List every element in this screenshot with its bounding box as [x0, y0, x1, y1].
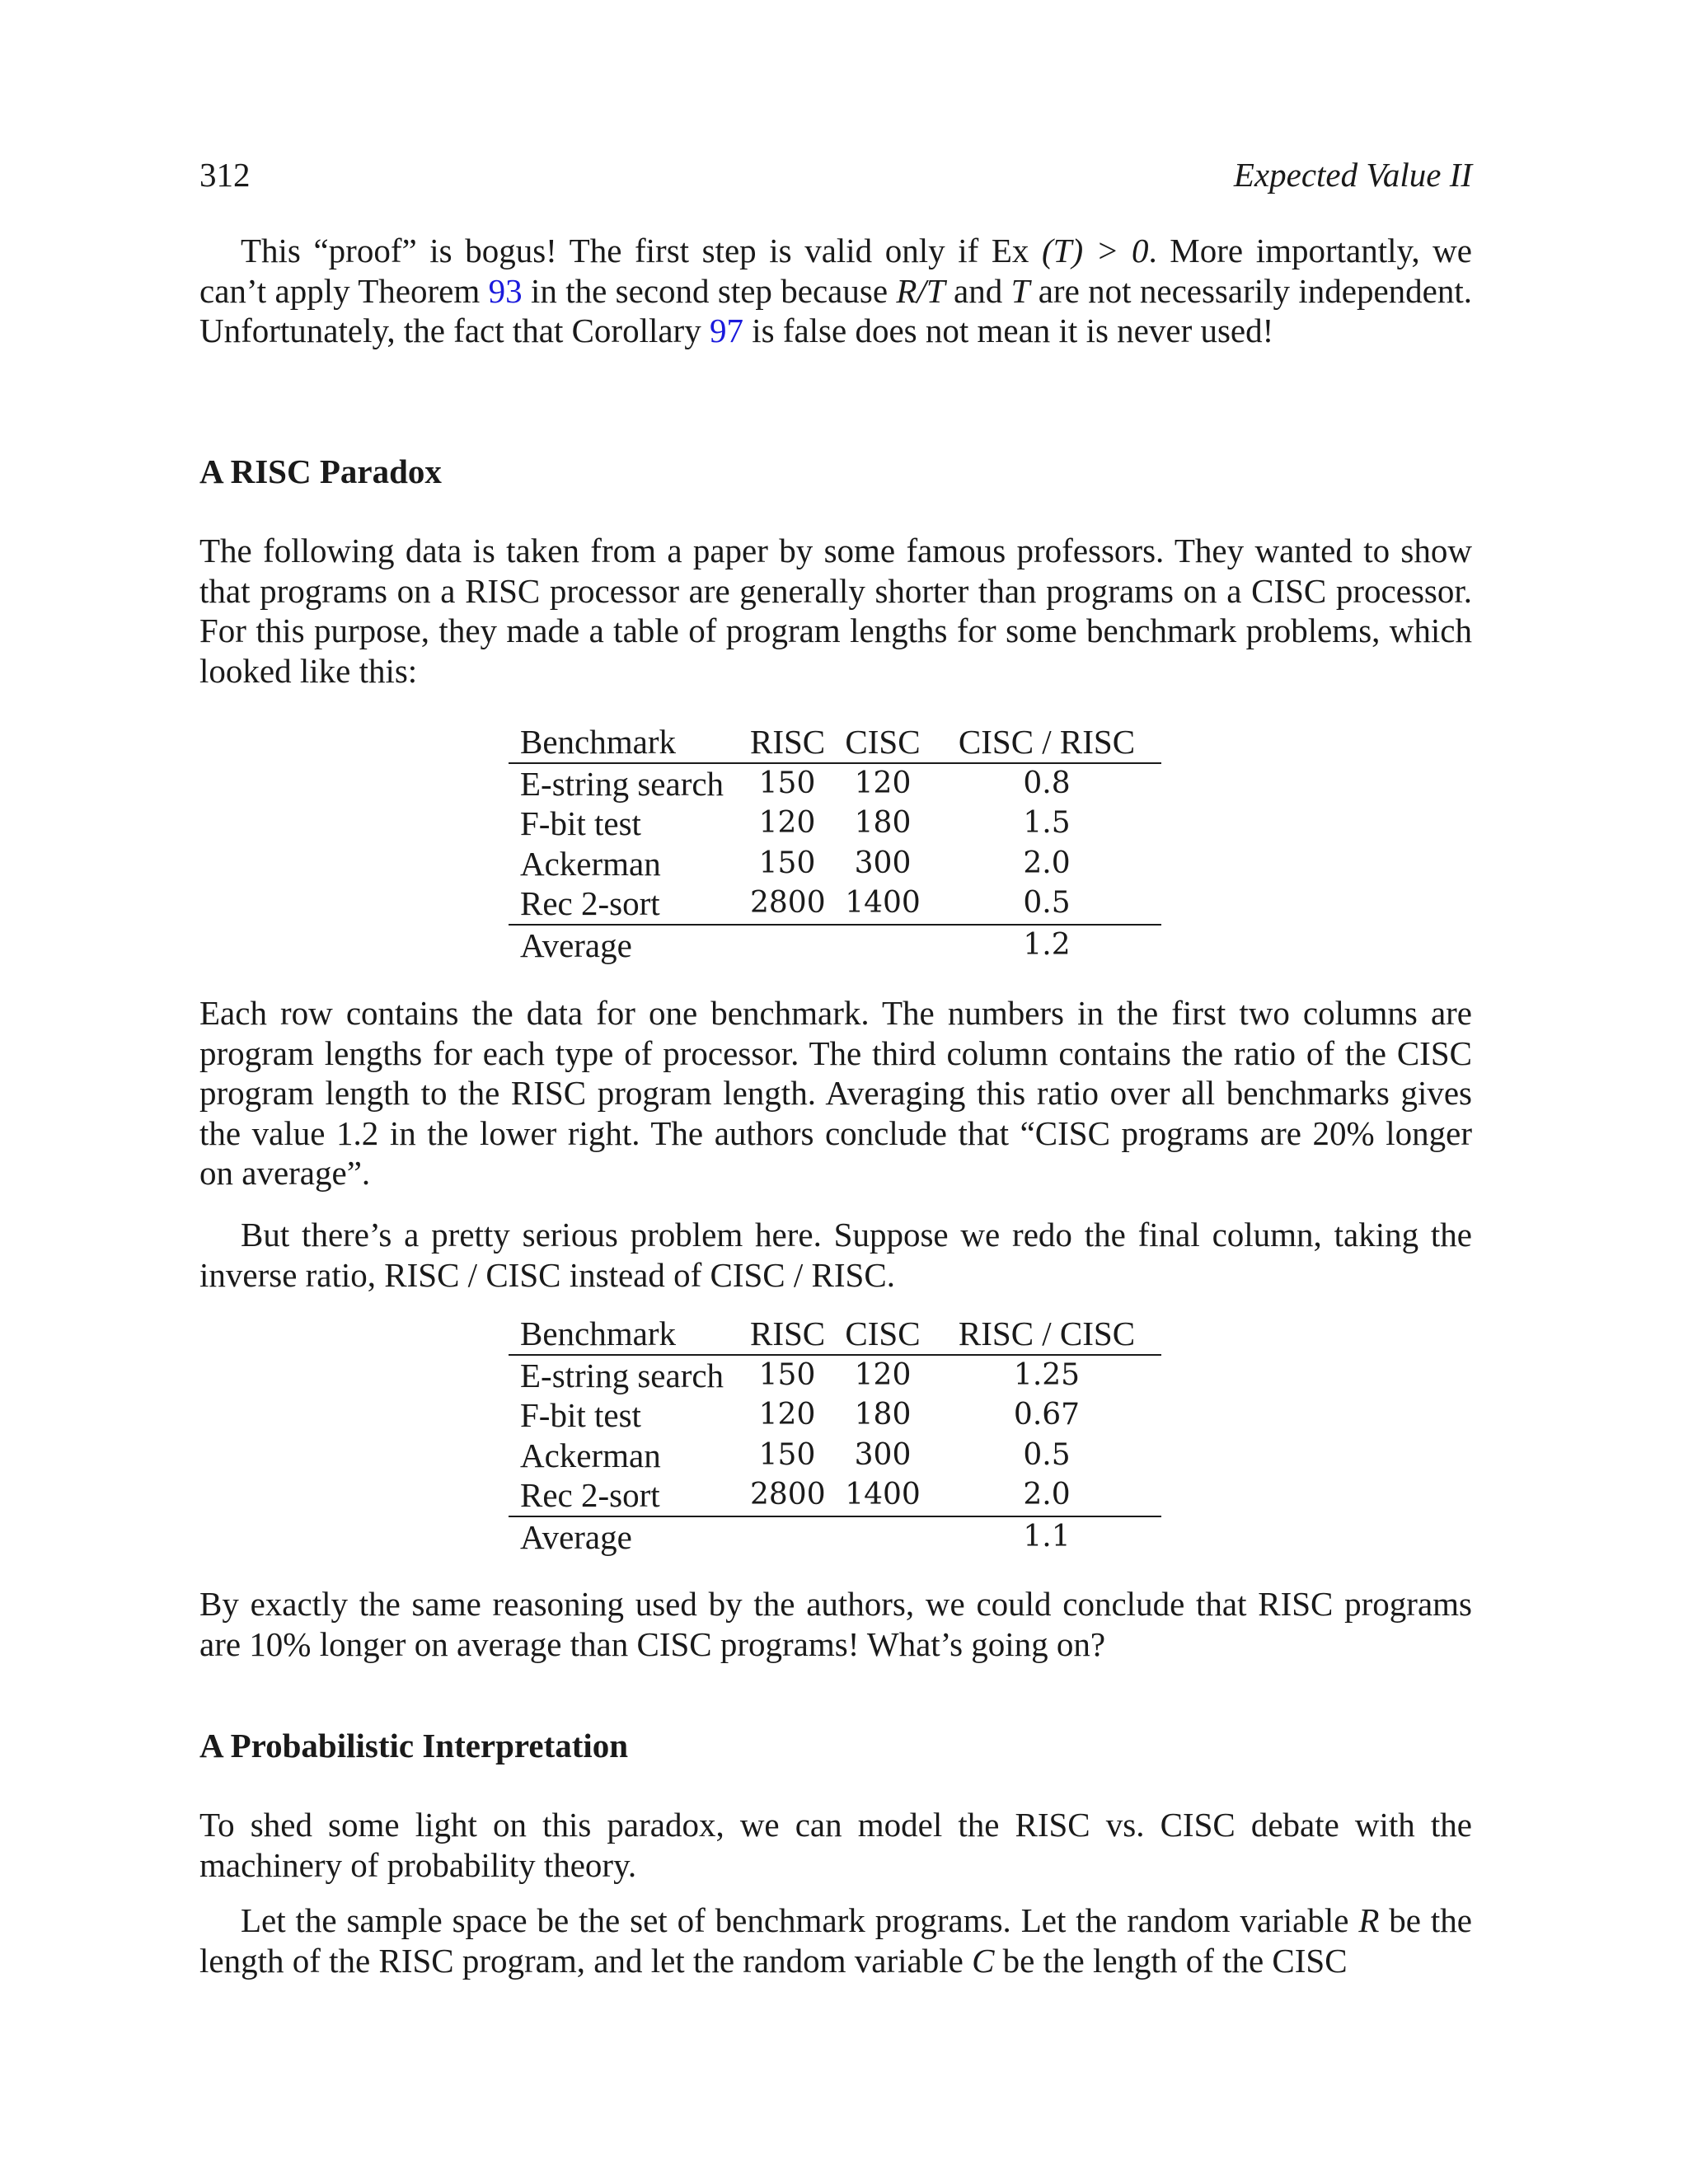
header-cell: RISC: [750, 1315, 826, 1352]
table-cell: 150: [758, 1357, 816, 1392]
table-cell: F-bit test: [520, 1396, 641, 1434]
table-cell: Average: [520, 926, 632, 964]
table-cell: 2.0: [1023, 1478, 1071, 1511]
table-header-row: [509, 1314, 1161, 1354]
paragraph-explanation: Each row contains the data for one benchmark. The numbers in the first two columns are program lengths for each type of processor. The third column contains the ratio of the CISC program length to the RISC program length. Averaging this ratio over all benchmarks gives the value 1.2 in the lower right. The authors conclude that “CISC programs are 20% longer on average”.: [199, 994, 1472, 1192]
section-heading-probabilistic: A Probabilistic Interpretation: [199, 1727, 629, 1765]
header-cell: CISC: [845, 1315, 921, 1352]
table-cell: 1.5: [1023, 806, 1071, 840]
paragraph-probabilistic-intro: To shed some light on this paradox, we can model the RISC vs. CISC debate with the machinery of probability theory.: [199, 1806, 1472, 1884]
table-header-row: [509, 722, 1161, 762]
table-cell: 1.1: [1023, 1519, 1071, 1554]
paragraph-sample-space: [199, 1900, 1472, 1980]
table-cell: Average: [520, 1517, 632, 1556]
math-r-over-t: R/T: [896, 271, 945, 310]
paragraph-problem: But there’s a pretty serious problem here. Suppose we redo the final column, taking the inverse ratio, RISC / CISC instead of CISC / RISC.: [199, 1216, 1472, 1294]
text-span: are not necessarily independent. Unfortunately, the fact that Corollary: [199, 271, 1473, 349]
table-cell: Ackerman: [520, 1436, 661, 1474]
table-row: [509, 764, 1161, 804]
table-row: [509, 804, 1161, 844]
table-row: [509, 1356, 1161, 1396]
running-title: Expected Value II: [1233, 156, 1472, 194]
table-cell: 120: [758, 806, 816, 840]
table-cisc-over-risc: [509, 722, 1161, 965]
paragraph-risc-intro: The following data is taken from a paper by some famous professors. They wanted to show that programs on a RISC processor are generally shorter than programs on a CISC processor. For this purpose, they made a table of program lengths for some benchmark problems, which looked like this:: [199, 532, 1472, 690]
table-cell: 1400: [845, 1478, 921, 1511]
table-row: [509, 883, 1161, 924]
table-cell: E-string search: [520, 1356, 724, 1394]
header-cell: RISC: [750, 723, 826, 761]
text-span: in the second step because: [522, 271, 897, 310]
page-number: 312: [199, 156, 251, 194]
math-c: C: [972, 1941, 995, 1980]
table-cell: 1.25: [1013, 1357, 1081, 1392]
text-span: be the length of the RISC program, and let the random variable: [199, 1901, 1472, 1980]
table-row: [509, 844, 1161, 884]
table-cell: 2.0: [1023, 846, 1071, 880]
table-cell: 0.5: [1023, 886, 1071, 920]
text-span: This “proof” is bogus! The first step is valid only if: [241, 232, 992, 269]
header-cell: CISC: [845, 723, 921, 761]
math-ex-arg: (T) > 0: [1029, 232, 1149, 269]
page-header: [199, 155, 1472, 196]
table-row: [509, 1475, 1161, 1516]
page: [199, 0, 1472, 2184]
table-cell: 2800: [750, 886, 826, 920]
table-cell: 300: [854, 1437, 912, 1472]
header-cell: Benchmark: [520, 723, 676, 761]
header-cell: Benchmark: [520, 1315, 676, 1352]
table-cell: 0.67: [1013, 1398, 1081, 1432]
table-cell: 120: [854, 766, 912, 800]
table-cell: Rec 2-sort: [520, 884, 660, 922]
text-span: . More importantly, we can’t apply Theorem: [199, 232, 1472, 310]
text-span: Let the sample space be the set of benchmark programs. Let the random variable: [241, 1901, 1359, 1939]
table-cell: 180: [854, 1398, 912, 1432]
table-cell: 150: [758, 846, 816, 880]
table-cell: 0.8: [1023, 766, 1071, 800]
math-ex: Ex: [991, 232, 1029, 269]
table-cell: 2800: [750, 1478, 826, 1511]
paragraph-bogus-proof: [199, 231, 1472, 351]
table-risc-over-cisc: [509, 1314, 1161, 1557]
table-cell: 150: [758, 1437, 816, 1472]
text-span: is false does not mean it is never used!: [743, 312, 1274, 349]
table-cell: F-bit test: [520, 804, 641, 842]
section-heading-risc-paradox: A RISC Paradox: [199, 452, 442, 490]
table-cell: 150: [758, 766, 816, 800]
table-cell: 0.5: [1023, 1437, 1071, 1472]
table-cell: 1.2: [1023, 927, 1071, 962]
table-row: [509, 1395, 1161, 1436]
math-r: R: [1358, 1901, 1380, 1939]
table-footer-row: [509, 1517, 1161, 1558]
corollary-link[interactable]: 97: [709, 312, 743, 349]
header-cell: CISC / RISC: [958, 723, 1136, 761]
table-footer-row: [509, 926, 1161, 966]
header-cell: RISC / CISC: [958, 1315, 1136, 1352]
math-t: T: [1010, 271, 1030, 310]
table-cell: Rec 2-sort: [520, 1476, 660, 1514]
table-cell: 120: [854, 1357, 912, 1392]
text-span: be the length of the CISC: [994, 1941, 1348, 1980]
table-cell: 180: [854, 806, 912, 840]
paragraph-conclusion: By exactly the same reasoning used by the authors, we could conclude that RISC programs are 10% longer on average than CISC programs! What’s going on?: [199, 1585, 1472, 1663]
table-cell: Ackerman: [520, 844, 661, 883]
table-cell: 120: [758, 1398, 816, 1432]
table-row: [509, 1436, 1161, 1476]
table-cell: E-string search: [520, 764, 724, 803]
text-span: and: [945, 271, 1011, 310]
table-cell: 300: [854, 846, 912, 880]
table-cell: 1400: [845, 886, 921, 920]
theorem-link[interactable]: 93: [488, 271, 523, 310]
